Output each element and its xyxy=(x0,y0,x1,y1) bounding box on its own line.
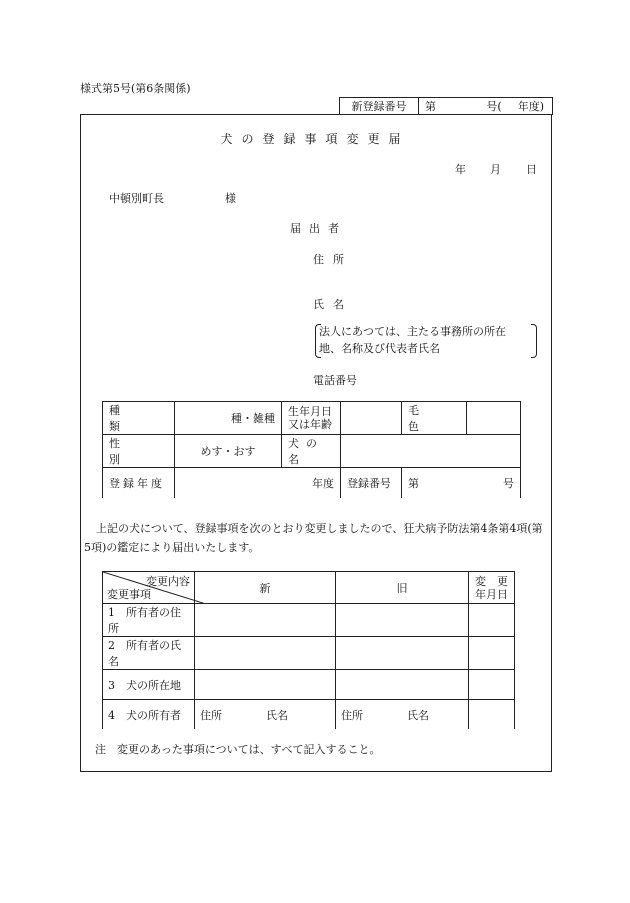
addressee: 中頓別町長 xyxy=(109,192,164,205)
dog-name-label: 犬の名 xyxy=(288,437,324,466)
old-header: 旧 xyxy=(396,581,408,595)
reg-year-suffix: 年度 xyxy=(312,477,334,490)
sex-label-cell xyxy=(103,435,175,468)
reg-number-label: 登録番号 xyxy=(347,477,391,490)
form-title: 犬の登録事項変更届 xyxy=(220,132,410,146)
registration-prefix: 第 xyxy=(425,100,436,113)
dog-name-label-cell xyxy=(282,435,341,468)
form-number-label: 様式第5号(第6条関係) xyxy=(80,82,191,95)
change-row-date[interactable] xyxy=(469,604,515,637)
color-label-cell xyxy=(402,402,467,435)
color-value-cell[interactable] xyxy=(467,402,521,435)
change-row-new[interactable] xyxy=(195,670,336,700)
change-date-header-1: 変 更 xyxy=(475,574,508,588)
birth-value-cell[interactable] xyxy=(341,402,402,435)
change-table xyxy=(102,571,515,729)
change-row-label: 2 所有者の氏名 xyxy=(103,637,195,670)
corporate-note-line1: 法人にあつては、主たる事務所の所在 xyxy=(319,325,506,338)
change-row-date[interactable] xyxy=(469,637,515,670)
corp-note-bracket-right xyxy=(531,324,537,358)
change-date-header-2: 年月日 xyxy=(475,587,508,601)
change-row-new[interactable]: 住所 氏名 xyxy=(195,700,336,730)
change-row-old[interactable]: 住所 氏名 xyxy=(336,700,469,730)
new-registration-number-box xyxy=(339,97,553,115)
change-row-new[interactable] xyxy=(195,604,336,637)
reg-number-suffix: 号 xyxy=(503,477,514,490)
corporate-note xyxy=(319,323,531,357)
sex-options: めす・おす xyxy=(200,445,256,458)
footnote: 注 変更のあった事項については、すべて記入すること。 xyxy=(95,743,381,756)
breed-label: 種・雑種 xyxy=(231,412,275,425)
dog-name-value-cell[interactable] xyxy=(341,435,521,468)
notifier-name-label: 氏名 xyxy=(313,298,353,311)
declaration-paragraph: 上記の犬について、登録事項を次のとおり変更しましたので、狂犬病予防法第4条第4項(第5項)の鑑定により届出いたします。 xyxy=(84,522,543,554)
sex-options-cell[interactable] xyxy=(175,435,282,468)
change-row-new[interactable] xyxy=(195,637,336,670)
change-row-label: 3 犬の所在地 xyxy=(103,670,195,700)
phone-label: 電話番号 xyxy=(313,374,357,387)
new-registration-number-label: 新登録番号 xyxy=(340,98,419,115)
breed-cell[interactable] xyxy=(175,402,282,435)
diagonal-header-cell xyxy=(103,572,195,604)
change-row-date[interactable] xyxy=(469,700,515,730)
date-year-label: 年 xyxy=(455,163,466,176)
honorific: 様 xyxy=(225,192,236,205)
birth-label-1: 生年月日 xyxy=(288,405,332,418)
date-month-label: 月 xyxy=(490,163,501,176)
diag-header-bottom: 変更事項 xyxy=(107,588,151,601)
corporate-note-line2: 地、名称及び代表者氏名 xyxy=(319,342,440,355)
reg-number-value-cell[interactable] xyxy=(402,468,521,499)
diag-header-top: 変更内容 xyxy=(146,575,190,588)
birth-label-2: 又は年齢 xyxy=(288,418,332,431)
color-label: 毛色 xyxy=(408,404,447,433)
new-header-cell xyxy=(195,572,336,604)
change-row-old[interactable] xyxy=(336,604,469,637)
table-row xyxy=(103,604,515,637)
registration-year-suffix: 年度) xyxy=(517,100,544,113)
reg-number-label-cell xyxy=(341,468,402,499)
change-row-label: 4 犬の所有者 xyxy=(103,700,195,730)
change-row-old[interactable] xyxy=(336,637,469,670)
table-row xyxy=(103,637,515,670)
table-row xyxy=(103,700,515,730)
table-row xyxy=(103,670,515,700)
notifier-heading: 届出者 xyxy=(290,222,347,235)
new-registration-number-field[interactable] xyxy=(419,98,552,115)
date-day-label: 日 xyxy=(526,163,537,176)
kind-label-cell xyxy=(103,402,175,435)
new-header: 新 xyxy=(259,581,271,595)
kind-label: 種類 xyxy=(109,404,156,433)
reg-year-label: 登録年度 xyxy=(109,477,165,490)
reg-year-value-cell[interactable] xyxy=(175,468,341,499)
sex-label: 性別 xyxy=(109,437,156,466)
registration-suffix: 号( xyxy=(486,100,502,113)
reg-number-prefix: 第 xyxy=(408,477,419,490)
reg-year-label-cell xyxy=(103,468,175,499)
notifier-address-label: 住所 xyxy=(313,253,353,266)
change-row-date[interactable] xyxy=(469,670,515,700)
change-date-header-cell xyxy=(469,572,515,604)
dog-info-table xyxy=(102,401,521,498)
birth-label-cell xyxy=(282,402,341,435)
change-row-label: 1 所有者の住所 xyxy=(103,604,195,637)
change-row-old[interactable] xyxy=(336,670,469,700)
old-header-cell xyxy=(336,572,469,604)
